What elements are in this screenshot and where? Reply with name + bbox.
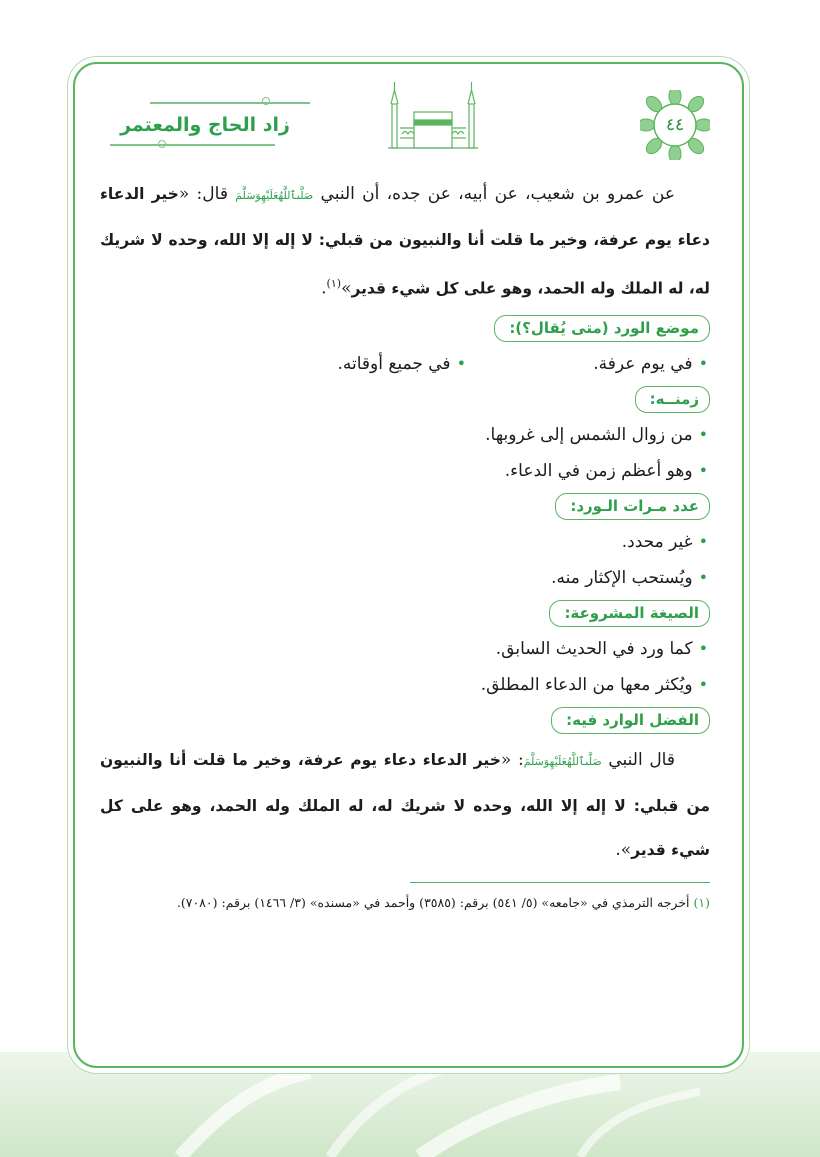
bullet-icon: • xyxy=(698,567,708,587)
section-heading-form: الصيغة المشروعة: xyxy=(549,600,710,627)
bullet-icon: • xyxy=(698,674,708,694)
page-content xyxy=(100,172,710,915)
page-number: ٤٤ xyxy=(665,115,685,135)
honorific: صَلَّىٱللَّهُعَلَيْهِوَسَلَّمَ xyxy=(523,754,602,768)
hadith-paragraph: عن عمرو بن شعيب، عن أبيه، عن جده، أن النبي صَلَّىٱللَّهُعَلَيْهِوَسَلَّمَ قال: «خير الدعاء دعاء يوم عرفة، وخير ما قلت أنا والنبيون من قبلي: لا إله إلا الله، وحده لا شريك له، له الملك وله الحمد، وهو على كل شيء قدير»$^{(١)}$. xyxy=(100,184,710,299)
bullet-icon: • xyxy=(456,353,466,373)
list-item: •ويُكثر معها من الدعاء المطلق. xyxy=(480,674,708,695)
section-heading-time: زمنــه: xyxy=(635,386,710,413)
section-heading-count: عدد مـرات الـورد: xyxy=(555,493,710,520)
footnote-divider xyxy=(410,882,710,884)
list-item: •وهو أعظم زمن في الدعاء. xyxy=(504,460,708,481)
page-header xyxy=(0,0,820,160)
section-heading-when: موضع الورد (متى يُقال؟): xyxy=(494,315,710,342)
section-heading-virtue: الفضل الوارد فيه: xyxy=(551,707,710,734)
footnote-ref[interactable]: (١) xyxy=(326,277,342,290)
honorific: صَلَّىٱللَّهُعَلَيْهِوَسَلَّمَ xyxy=(235,189,314,202)
list-item: •في جميع أوقاته. xyxy=(337,353,466,374)
title-ornament-line xyxy=(150,102,310,104)
list-item: •كما ورد في الحديث السابق. xyxy=(495,638,708,659)
bullet-icon: • xyxy=(698,460,708,480)
bullet-icon: • xyxy=(698,353,708,373)
bullet-list-form xyxy=(100,631,710,703)
footnote xyxy=(100,891,710,915)
title-ornament-dot xyxy=(262,97,270,105)
book-title: زاد الحاج والمعتمر xyxy=(120,114,290,136)
bullet-icon: • xyxy=(698,638,708,658)
kaaba-icon xyxy=(378,76,488,151)
hadith-text: خير الدعاء دعاء يوم عرفة، وخير ما قلت أنا والنبيون من قبلي: لا إله إلا الله، وحده لا شريك له، له الملك وله الحمد، وهو على كل شيء قدير xyxy=(100,750,710,859)
title-ornament-dot xyxy=(158,140,166,148)
bullet-list-time xyxy=(100,417,710,489)
bullet-icon: • xyxy=(698,424,708,444)
title-ornament-line xyxy=(110,144,275,146)
hadith-text: خير الدعاء دعاء يوم عرفة، وخير ما قلت أنا والنبيون من قبلي: لا إله إلا الله، وحده لا شريك له، له الملك وله الحمد، وهو على كل شيء قدير xyxy=(100,185,710,298)
bullet-list-count xyxy=(100,524,710,596)
list-item: •غير محدد. xyxy=(621,531,708,552)
footnote-number: (١) xyxy=(693,895,710,911)
list-item: •من زوال الشمس إلى غروبها. xyxy=(485,424,708,445)
bullet-list-when xyxy=(100,346,710,382)
bullet-icon: • xyxy=(698,531,708,551)
list-item: •في يوم عرفة. xyxy=(593,353,708,374)
virtue-paragraph: قال النبي صَلَّىٱللَّهُعَلَيْهِوَسَلَّمَ: «خير الدعاء دعاء يوم عرفة، وخير ما قلت أنا والنبيون من قبلي: لا إله إلا الله، وحده لا شريك له، له الملك وله الحمد، وهو على كل شيء قدير». xyxy=(100,749,710,860)
list-item: •ويُستحب الإكثار منه. xyxy=(551,567,708,588)
footnote-text: أخرجه الترمذي في «جامعه» (٥/ ٥٤١) برقم: (٣٥٨٥) وأحمد في «مسنده» (٣/ ١٤٦٦) برقم: (٧٠٨٠). xyxy=(176,895,694,911)
